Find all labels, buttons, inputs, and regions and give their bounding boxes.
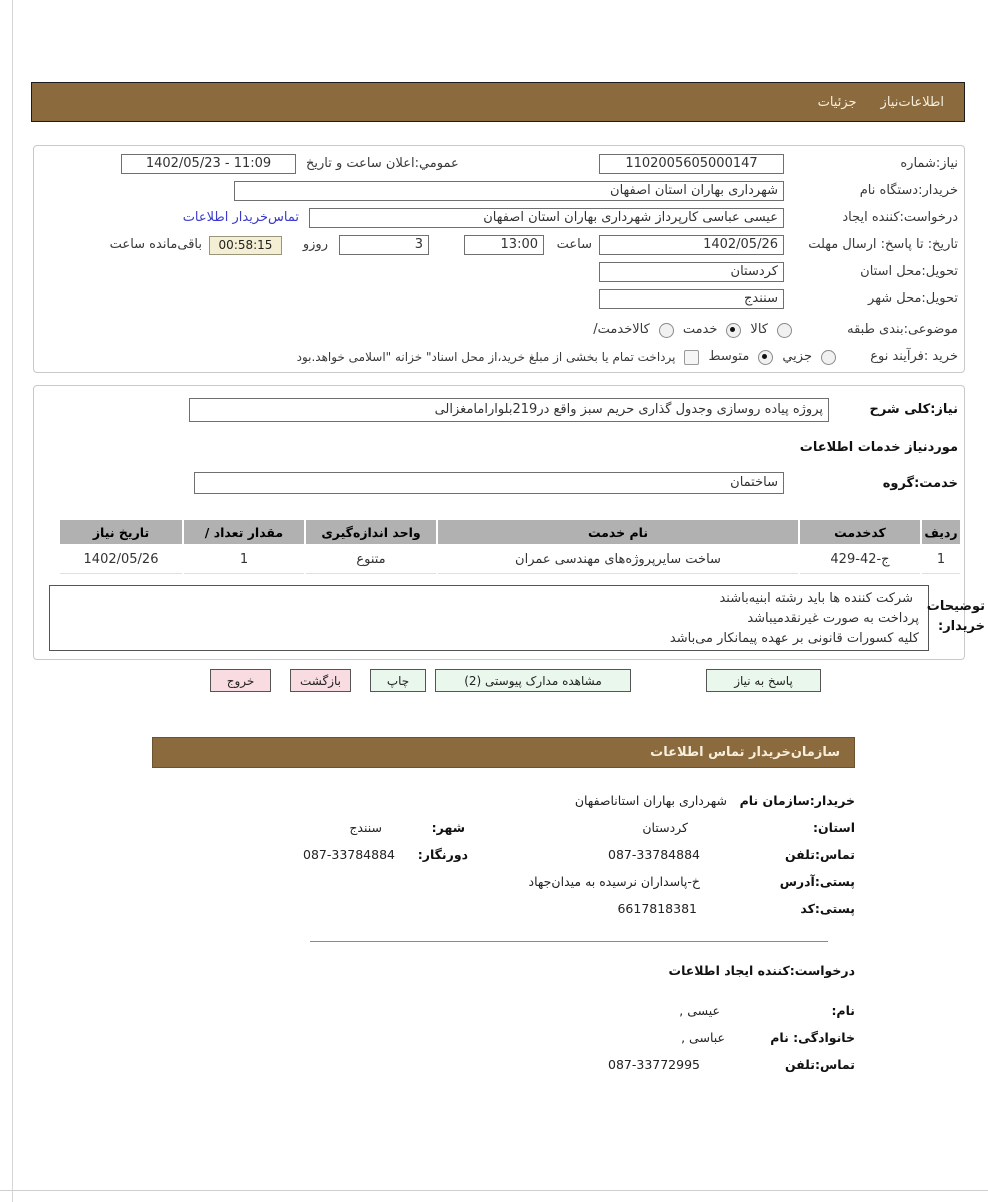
purchase-process-group: [297, 347, 836, 367]
request-creator-label: درخواست:کننده ایجاد: [842, 210, 958, 225]
col-quantity: مقدار تعداد /: [184, 520, 304, 544]
radio-service-label: خدمت: [682, 322, 718, 337]
table-row: [60, 545, 960, 574]
purchase-process-label: خرید :فرآیند نوع: [870, 349, 958, 364]
first-name-value: عیسی ,: [679, 1003, 720, 1018]
postal-code-value: 6617818381: [617, 901, 697, 916]
cell-service-code: ج-42-429: [800, 545, 920, 574]
org-name-value: شهرداری بهاران استاناصفهان: [574, 793, 727, 808]
remaining-hours-label: باقی‌مانده ساعت: [109, 237, 202, 252]
radio-goods[interactable]: [777, 323, 792, 338]
view-attachments-button[interactable]: مشاهده مدارک پیوستی (2): [435, 669, 631, 692]
buyer-note-line: پرداخت به صورت غیرنقدمیباشد: [747, 611, 919, 626]
announce-datetime-field[interactable]: 1402/05/23 - 11:09: [121, 154, 296, 174]
buyer-contact-header-bar: [152, 737, 855, 768]
treasury-payment-checkbox[interactable]: [684, 350, 699, 365]
requester-info-heading: درخواست:کننده ایجاد اطلاعات: [668, 963, 855, 978]
buyer-contact-title: سازمان‌خریدار تماس اطلاعات: [650, 745, 840, 760]
requester-phone-value: 087-33772995: [608, 1057, 700, 1072]
delivery-province-label: تحویل:محل استان: [860, 264, 958, 279]
service-group-label: خدمت:گروه: [882, 476, 958, 491]
bottom-border-line: [0, 1190, 988, 1191]
col-service-code: کدخدمت: [800, 520, 920, 544]
buyer-note-line: شرکت کننده ها باید رشته ابنیه‌باشند: [719, 591, 913, 606]
buyer-notes-label: توضیحات خریدار:: [926, 599, 985, 634]
buyer-note-line: کلیه کسورات قانونی بر عهده پیمانکار می‌باشد: [669, 631, 919, 646]
days-unit-label: روزو: [302, 237, 328, 252]
radio-goods-service-label: کالاخدمت/: [593, 322, 650, 337]
services-table: [58, 519, 962, 575]
need-summary-panel: [33, 145, 965, 373]
subject-classification-label: موضوعی:بندی طبقه: [847, 322, 958, 337]
contact-phone-value: 087-33784884: [608, 847, 700, 862]
postal-address-label: پستی:آدرس: [779, 874, 855, 889]
exit-button[interactable]: خروج: [210, 669, 271, 692]
postal-code-label: پستی:کد: [800, 901, 855, 916]
buyer-org-label: خریدار:دستگاه نام: [859, 183, 958, 198]
need-number-label: نیاز:شماره: [900, 156, 958, 171]
respond-to-need-button[interactable]: پاسخ به نیاز: [706, 669, 821, 692]
col-row-number: ردیف: [922, 520, 960, 544]
fax-value: 087-33784884: [303, 847, 395, 862]
top-tab-bar: [31, 82, 965, 122]
contact-phone-label: تماس:تلفن: [784, 847, 855, 862]
cell-service-name: ساخت سایرپروژه‌های مهندسی عمران: [438, 545, 798, 574]
last-name-label: خانوادگی: نام: [770, 1030, 855, 1045]
delivery-province-field[interactable]: کردستان: [599, 262, 784, 282]
cell-unit: متنوع: [306, 545, 436, 574]
print-button[interactable]: چاپ: [370, 669, 426, 692]
postal-address-value: خ-پاسداران نرسیده به میدان‌جهاد: [528, 874, 700, 889]
buyer-org-field[interactable]: شهرداری بهاران استان اصفهان: [234, 181, 784, 201]
need-description-field[interactable]: پروژه پیاده روسازی وجدول گذاری حریم سبز واقع در219بلوارامامغزالی: [189, 398, 829, 422]
radio-goods-service[interactable]: [659, 323, 674, 338]
treasury-payment-label: پرداخت تمام یا بخشی از مبلغ خرید،از محل اسناد" خزانه "اسلامی خواهد.بود: [296, 350, 676, 364]
radio-goods-label: کالا: [750, 322, 768, 337]
announce-datetime-label: عمومي:اعلان ساعت و تاریخ: [306, 156, 459, 171]
section-divider: [310, 941, 828, 942]
countdown-timer: 00:58:15: [209, 236, 282, 255]
delivery-city-label: تحویل:محل شهر: [868, 291, 958, 306]
city-label: شهر:: [431, 820, 465, 835]
city-value: سنندج: [349, 820, 382, 835]
remaining-days-field[interactable]: 3: [339, 235, 429, 255]
deadline-hour-label: ساعت: [556, 237, 592, 252]
province-label: استان:: [812, 820, 855, 835]
radio-service[interactable]: [726, 323, 741, 338]
cell-quantity: 1: [184, 545, 304, 574]
col-unit: واحد اندازه‌گیری: [306, 520, 436, 544]
fax-label: دورنگار:: [417, 847, 468, 862]
deadline-time-field[interactable]: 13:00: [464, 235, 544, 255]
need-description-label: نیاز:کلی شرح: [869, 402, 958, 417]
need-details-panel: [33, 385, 965, 660]
last-name-value: عباسی ,: [681, 1030, 725, 1045]
delivery-city-field[interactable]: سنندج: [599, 289, 784, 309]
radio-medium-label: متوسط: [708, 349, 750, 364]
cell-need-date: 1402/05/26: [60, 545, 182, 574]
col-need-date: تاریخ نیاز: [60, 520, 182, 544]
required-services-heading: موردنیاز خدمات اطلاعات: [799, 440, 958, 455]
buyer-contact-link[interactable]: تماس‌خریدار اطلاعات: [182, 210, 299, 225]
first-name-label: نام:: [831, 1003, 855, 1018]
service-group-field[interactable]: ساختمان: [194, 472, 784, 494]
org-name-label: خریدار:سازمان نام: [739, 793, 855, 808]
radio-partial-label: جزیي: [782, 349, 812, 364]
radio-partial[interactable]: [821, 350, 836, 365]
buyer-notes-box: [49, 585, 929, 651]
response-deadline-label: تاریخ: تا پاسخ: ارسال مهلت: [808, 237, 958, 252]
subject-classification-group: [593, 320, 792, 340]
col-service-name: نام خدمت: [438, 520, 798, 544]
tab-need-information[interactable]: اطلاعات‌نیاز: [880, 94, 944, 110]
province-value: کردستان: [642, 820, 688, 835]
tab-details[interactable]: جزئیات: [817, 94, 857, 110]
deadline-date-field[interactable]: 1402/05/26: [599, 235, 784, 255]
cell-row-number: 1: [922, 545, 960, 574]
request-creator-field[interactable]: عیسی عباسی کارپرداز شهرداری بهاران استان اصفهان: [309, 208, 784, 228]
need-number-field[interactable]: 1102005605000147: [599, 154, 784, 174]
radio-medium[interactable]: [758, 350, 773, 365]
left-border-line: [12, 0, 13, 1202]
requester-phone-label: تماس:تلفن: [784, 1057, 855, 1072]
back-button[interactable]: بازگشت: [290, 669, 351, 692]
services-table-header-row: [60, 520, 960, 544]
